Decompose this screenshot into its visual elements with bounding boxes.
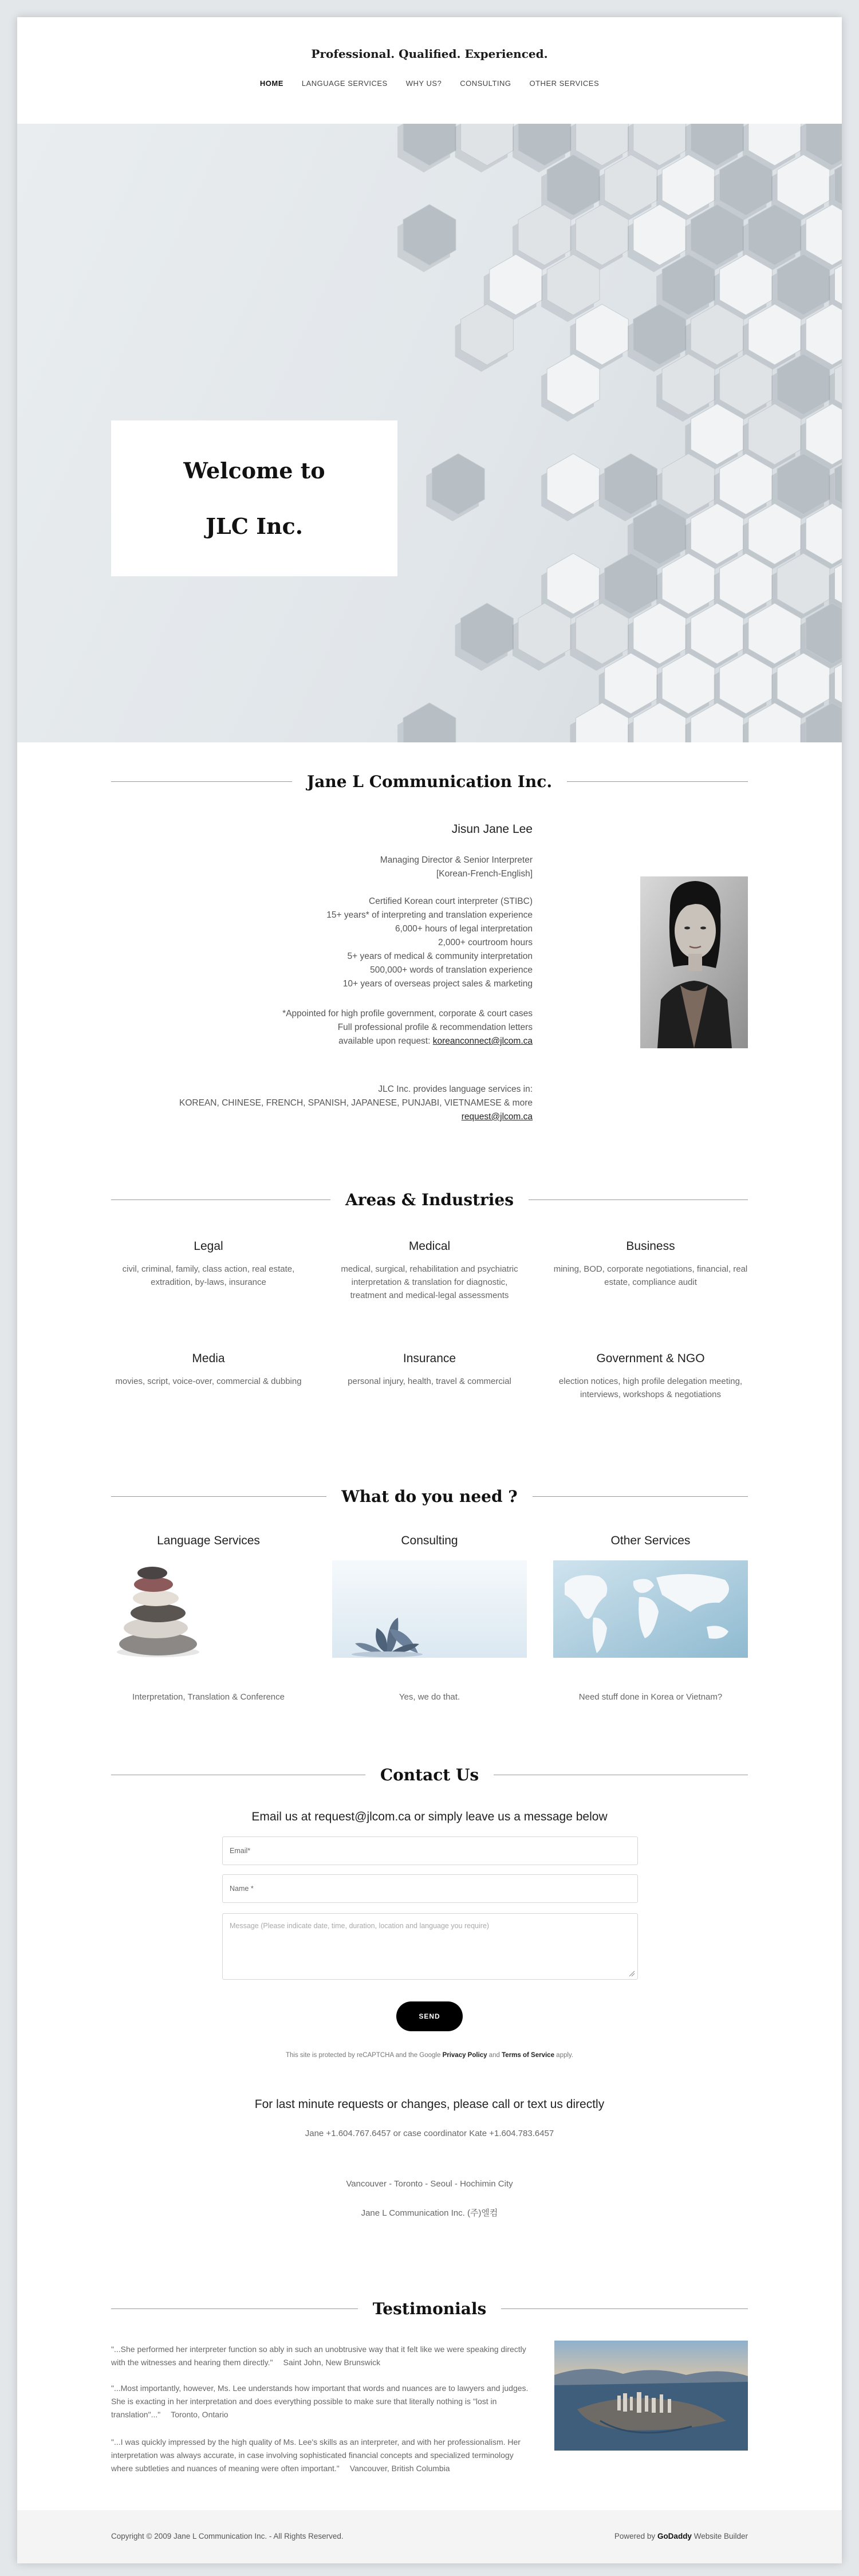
credential-item: 6,000+ hours of legal interpretation bbox=[395, 924, 533, 934]
area-government bbox=[553, 1352, 748, 1401]
need-title[interactable]: Language Services bbox=[157, 1534, 260, 1547]
profile-email-link[interactable]: koreanconnect@jlcom.ca bbox=[432, 1036, 533, 1046]
area-text: election notices, high profile delegation meeting, interviews, workshops & negotiations bbox=[558, 1377, 743, 1399]
testimonial-item bbox=[111, 2343, 535, 2369]
area-title: Insurance bbox=[403, 1352, 456, 1365]
last-minute-heading: For last minute requests or changes, please call or text us directly bbox=[254, 2098, 605, 2111]
testimonial-location: Toronto, Ontario bbox=[171, 2410, 228, 2419]
area-medical bbox=[332, 1240, 527, 1302]
terms-link[interactable]: Terms of Service bbox=[502, 2052, 554, 2059]
world-map-image[interactable] bbox=[553, 1560, 748, 1658]
resize-handle-icon[interactable] bbox=[628, 1970, 635, 1977]
portrait-photo bbox=[640, 876, 748, 1048]
nav-other-services[interactable]: OTHER SERVICES bbox=[529, 79, 600, 88]
area-text: movies, script, voice-over, commercial & dubbing bbox=[115, 1377, 302, 1386]
message-placeholder: Message (Please indicate date, time, duration, location and language you require) bbox=[230, 1922, 490, 1930]
need-title[interactable]: Other Services bbox=[610, 1534, 691, 1547]
page bbox=[17, 17, 842, 2563]
person-name: Jisun Jane Lee bbox=[451, 823, 533, 836]
area-text: mining, BOD, corporate negotiations, financial, real estate, compliance audit bbox=[553, 1264, 748, 1287]
welcome-line-1: Welcome to bbox=[183, 458, 325, 483]
powered-by bbox=[614, 2532, 748, 2540]
appointment-note bbox=[111, 1007, 533, 1048]
testimonial-item bbox=[111, 2382, 535, 2421]
credential-item: 10+ years of overseas project sales & marketing bbox=[342, 979, 533, 989]
credentials-list bbox=[111, 895, 533, 991]
site-tagline: Professional. Qualified. Experienced. bbox=[311, 47, 548, 61]
testimonial-item bbox=[111, 2436, 535, 2475]
need-other-services-title[interactable] bbox=[553, 1534, 748, 1548]
powered-prefix: Powered by bbox=[614, 2532, 657, 2540]
lang-line: JLC Inc. provides language services in: bbox=[378, 1084, 533, 1094]
languages-note bbox=[111, 1083, 533, 1124]
and-text: and bbox=[487, 2052, 502, 2059]
area-title: Medical bbox=[408, 1240, 451, 1253]
area-title: Government & NGO bbox=[596, 1352, 705, 1365]
apply-text: apply. bbox=[554, 2052, 574, 2059]
testimonial-location: Saint John, New Brunswick bbox=[283, 2358, 381, 2367]
credential-item: 500,000+ words of translation experience bbox=[370, 965, 533, 975]
need-title[interactable]: Consulting bbox=[401, 1534, 458, 1547]
area-title: Business bbox=[626, 1240, 675, 1253]
area-media bbox=[111, 1352, 306, 1388]
area-business bbox=[553, 1240, 748, 1289]
office-cities: Vancouver - Toronto - Seoul - Hochimin City bbox=[346, 2179, 513, 2189]
need-caption: Interpretation, Translation & Conference bbox=[132, 1692, 285, 1702]
area-insurance bbox=[332, 1352, 527, 1388]
name-field[interactable] bbox=[222, 1874, 638, 1903]
need-consulting-title[interactable] bbox=[332, 1534, 527, 1548]
note-line bbox=[111, 1035, 533, 1048]
note-line: *Appointed for high profile government, corporate & court cases bbox=[282, 1009, 533, 1018]
recaptcha-notice bbox=[17, 2052, 842, 2059]
nav-consulting[interactable]: CONSULTING bbox=[460, 79, 511, 88]
areas-section-title: Areas & Industries bbox=[111, 1190, 748, 1209]
powered-suffix: Website Builder bbox=[691, 2532, 748, 2540]
person-role bbox=[111, 854, 533, 881]
role-languages: [Korean-French-English] bbox=[436, 869, 533, 879]
area-text: personal injury, health, travel & commercial bbox=[348, 1377, 511, 1386]
contact-section-title: Contact Us bbox=[111, 1765, 748, 1784]
stones-image[interactable] bbox=[111, 1560, 306, 1658]
nav-language-services[interactable]: LANGUAGE SERVICES bbox=[301, 79, 388, 88]
area-text: civil, criminal, family, class action, real estate, extradition, by-laws, insurance bbox=[122, 1264, 295, 1287]
welcome-line-2: JLC Inc. bbox=[206, 513, 303, 539]
godaddy-link[interactable]: GoDaddy bbox=[657, 2532, 692, 2540]
copyright-text: Copyright © 2009 Jane L Communication Inc. - All Rights Reserved. bbox=[111, 2532, 344, 2540]
credential-item: 2,000+ courtroom hours bbox=[438, 938, 533, 947]
credential-item: Certified Korean court interpreter (STIBC) bbox=[369, 896, 533, 906]
request-email-link[interactable]: request@jlcom.ca bbox=[461, 1112, 533, 1122]
footer bbox=[17, 2510, 842, 2563]
main-nav bbox=[17, 79, 842, 88]
credential-item: 5+ years of medical & community interpretation bbox=[347, 951, 533, 961]
testimonial-text: "...I was quickly impressed by the high quality of Ms. Lee's skills as an interpreter, and with her professionalism. Her interpretation was always accurate, in case involving sophisticated financial concepts and specialized terminology where subtleties and nuances of meaning were often important." bbox=[111, 2437, 521, 2473]
nav-why-us[interactable]: WHY US? bbox=[405, 79, 442, 88]
area-title: Legal bbox=[194, 1240, 223, 1253]
email-placeholder: Email* bbox=[230, 1847, 251, 1855]
privacy-policy-link[interactable]: Privacy Policy bbox=[442, 2052, 487, 2059]
recaptcha-text: This site is protected by reCAPTCHA and the Google bbox=[285, 2052, 443, 2059]
about-section-title: Jane L Communication Inc. bbox=[111, 772, 748, 791]
message-field[interactable] bbox=[222, 1913, 638, 1980]
need-language-services-title[interactable] bbox=[111, 1534, 306, 1548]
note-prefix: available upon request: bbox=[338, 1036, 433, 1046]
testimonial-text: "...Most importantly, however, Ms. Lee understands how important that words and nuances are to lawyers and judges. She is exacting in her interpretation and does everything possible to make sure that literally nothing is "lost in translation"..." bbox=[111, 2384, 529, 2419]
send-button[interactable]: SEND bbox=[396, 2001, 463, 2031]
name-placeholder: Name * bbox=[230, 1885, 254, 1893]
area-title: Media bbox=[192, 1352, 225, 1365]
area-text: medical, surgical, rehabilitation and psychiatric interpretation & translation for diagnostic, treatment and medical-legal assessments bbox=[341, 1264, 518, 1300]
vancouver-city-image bbox=[554, 2341, 748, 2451]
testimonial-text: "...She performed her interpreter function so ably in such an unobtrusive way that it felt like we were speaking directly with the witnesses and hearing them directly." bbox=[111, 2345, 526, 2367]
hero-banner bbox=[17, 124, 842, 742]
hexagon-tile bbox=[403, 703, 456, 742]
email-field[interactable] bbox=[222, 1836, 638, 1865]
note-line: Full professional profile & recommendation letters bbox=[337, 1022, 533, 1032]
nav-home[interactable]: HOME bbox=[259, 79, 283, 88]
phone-numbers: Jane +1.604.767.6457 or case coordinator Kate +1.604.783.6457 bbox=[305, 2129, 554, 2138]
need-caption: Need stuff done in Korea or Vietnam? bbox=[578, 1692, 723, 1702]
testimonial-location: Vancouver, British Columbia bbox=[349, 2464, 450, 2473]
contact-intro: Email us at request@jlcom.ca or simply leave us a message below bbox=[251, 1810, 608, 1823]
area-legal bbox=[111, 1240, 306, 1289]
need-caption: Yes, we do that. bbox=[399, 1692, 460, 1702]
welcome-box bbox=[111, 420, 397, 576]
lotus-image[interactable] bbox=[332, 1560, 527, 1658]
needs-section-title: What do you need ? bbox=[111, 1487, 748, 1506]
lang-list: KOREAN, CHINESE, FRENCH, SPANISH, JAPANESE, PUNJABI, VIETNAMESE & more bbox=[179, 1098, 533, 1108]
credential-item: 15+ years* of interpreting and translation experience bbox=[326, 910, 533, 920]
testimonials-section-title: Testimonials bbox=[111, 2299, 748, 2318]
role-line: Managing Director & Senior Interpreter bbox=[380, 855, 533, 865]
company-name: Jane L Communication Inc. (주)엘컴 bbox=[361, 2208, 498, 2218]
